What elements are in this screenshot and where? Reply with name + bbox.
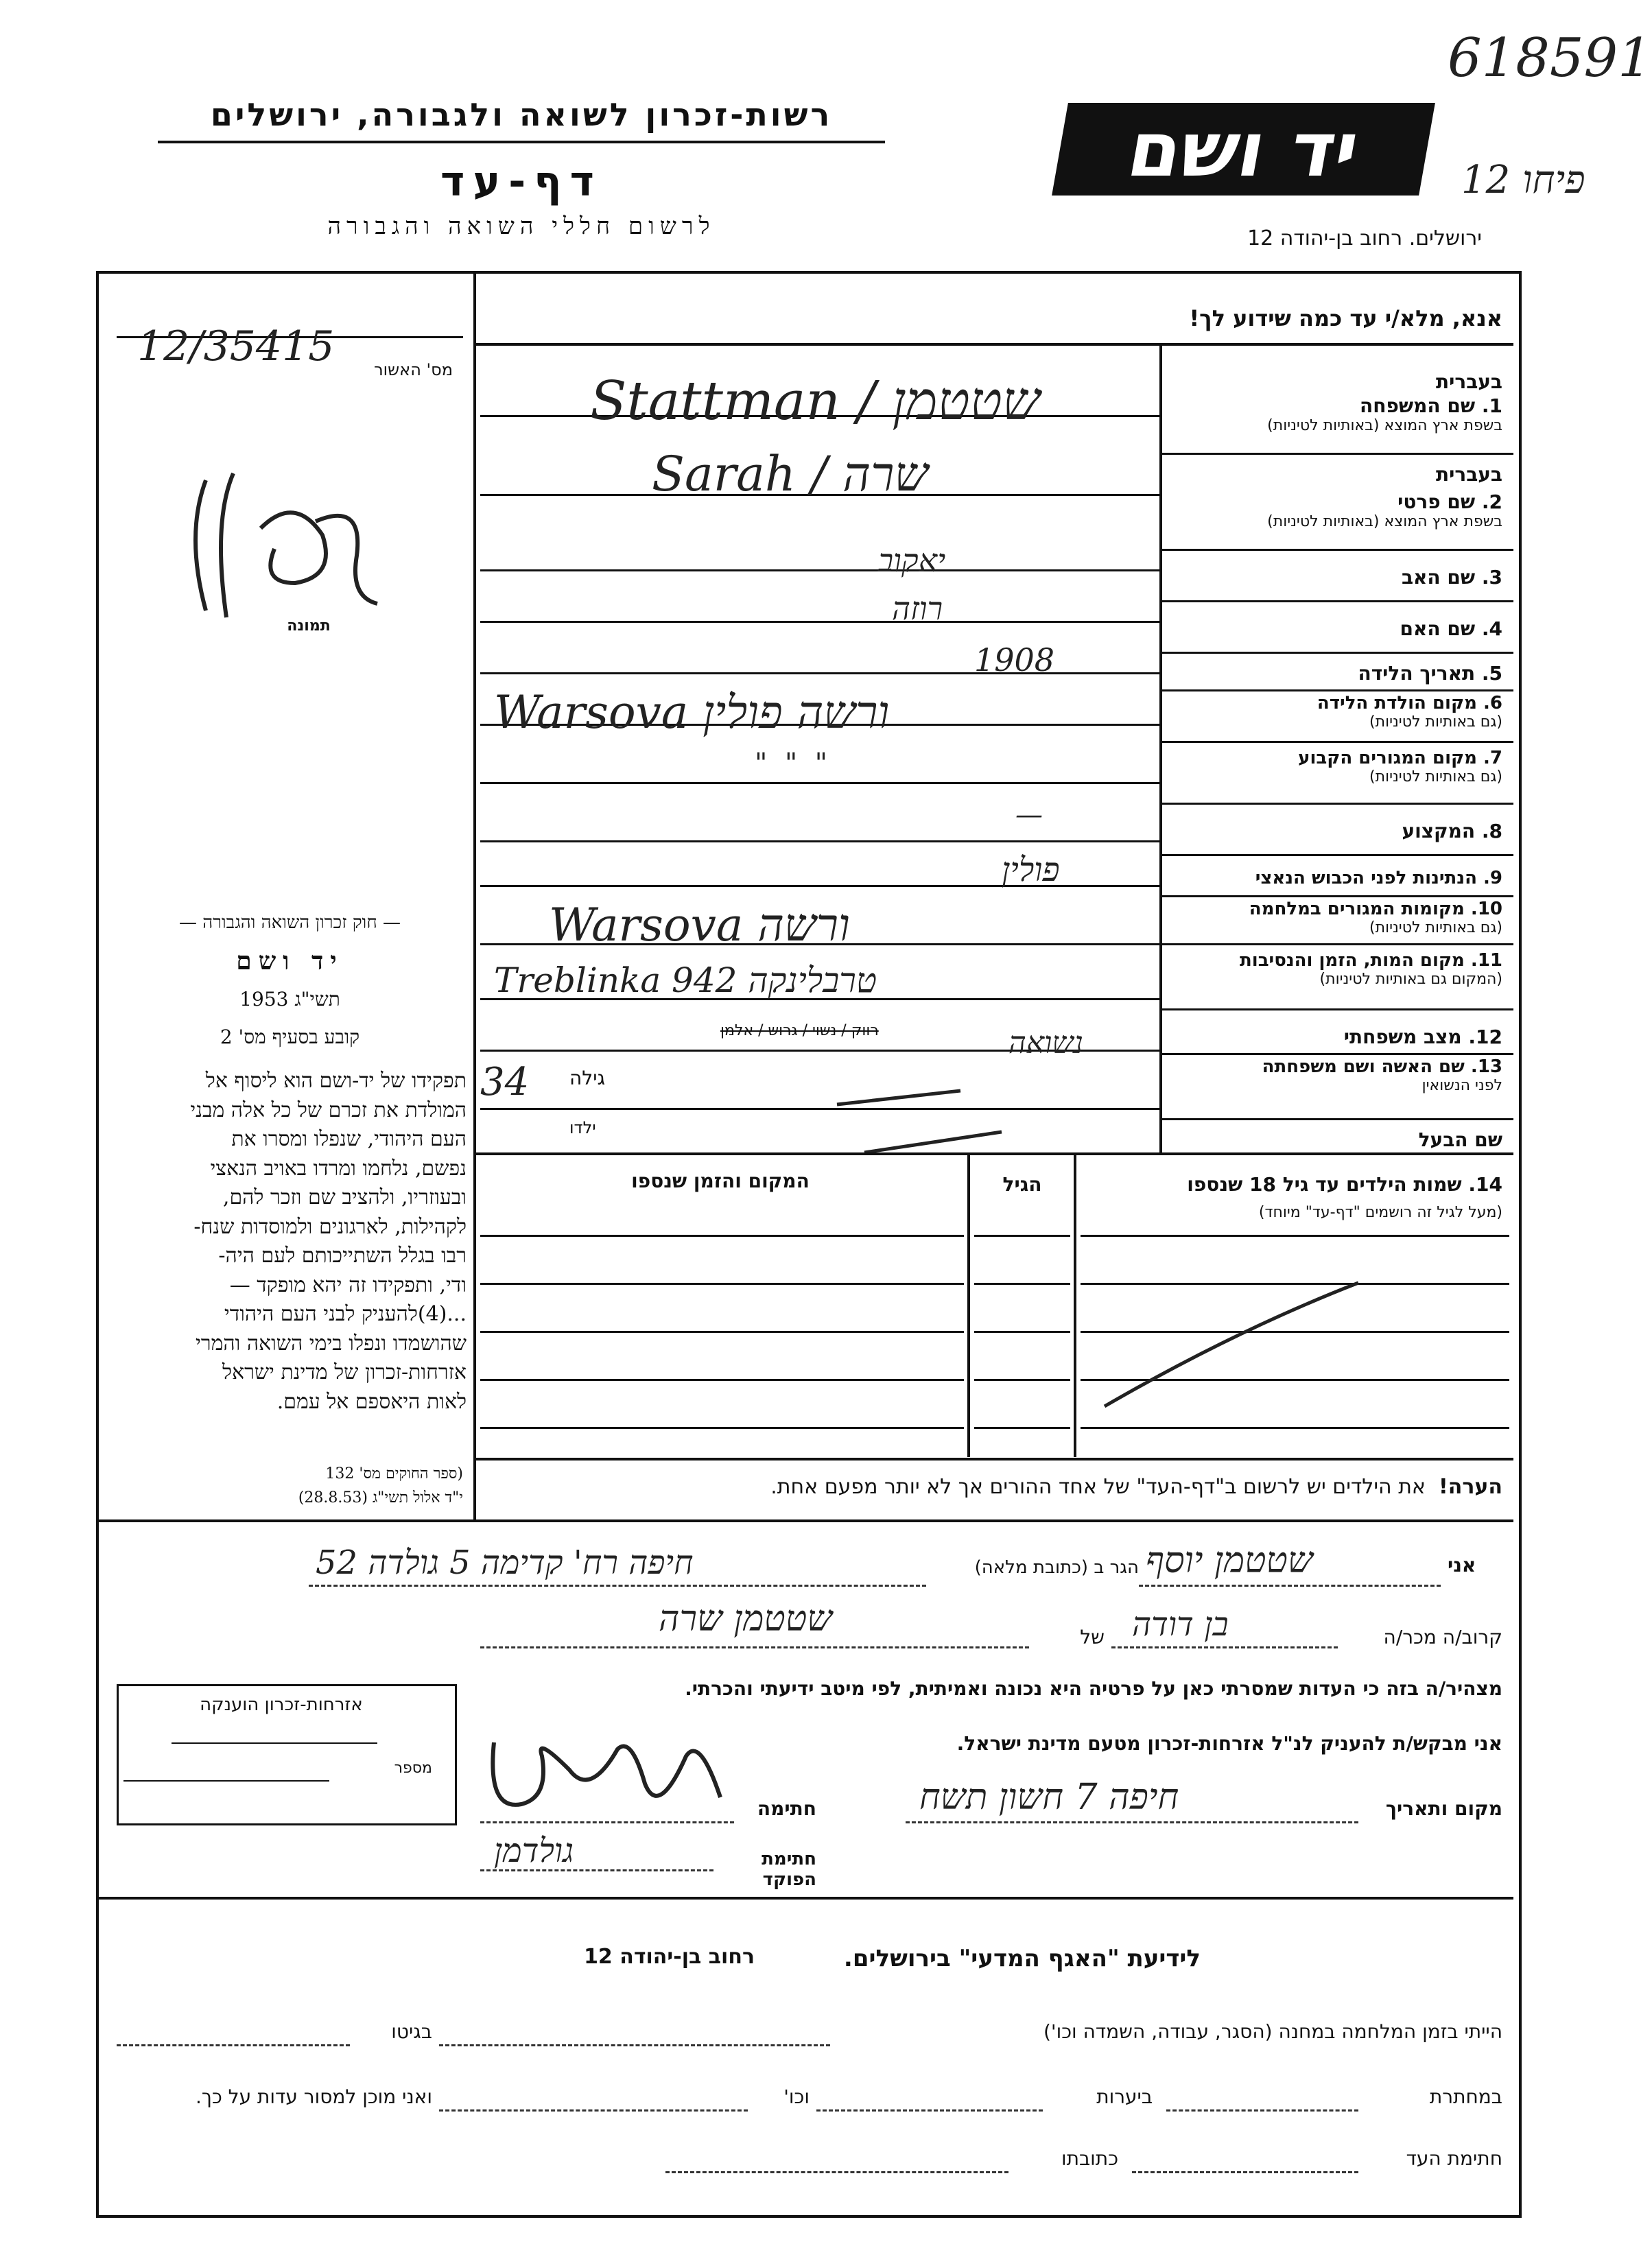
- officer-label: חתימת הפוקד: [762, 1849, 816, 1890]
- place-date-label: מקום ותאריך: [1385, 1797, 1502, 1820]
- field-10-label: 10. מקומות המגורים במלחמה (גם באותיות לטיניות): [1249, 899, 1502, 936]
- declaration-i-label: אני: [1448, 1554, 1476, 1576]
- citizenship-box-number: מספר: [394, 1760, 432, 1777]
- law-year: תשי"ג 1953: [239, 988, 340, 1010]
- footer-underground-field[interactable]: [1166, 2109, 1358, 2112]
- corner-note: פיחו 12: [1461, 158, 1585, 202]
- photo-signature-mark: [158, 439, 391, 631]
- field-12-label: 12. מצב משפחתי: [1343, 1026, 1502, 1048]
- footer-line1a: הייתי בזמן המלחמה במחנה (הסגר, עבודה, השמדה וכו'): [1043, 2020, 1502, 2043]
- field-9-value: פולין: [1002, 851, 1060, 889]
- footer-forests-label: ביערות: [1096, 2085, 1153, 2108]
- field-3-label: 3. שם האב: [1401, 566, 1502, 589]
- footer-etc-field[interactable]: [439, 2109, 748, 2112]
- children-label: 14. שמות הילדים עד גיל 18 שנספו: [1187, 1173, 1502, 1196]
- field-8-value: —: [1015, 799, 1043, 831]
- law-ref-1: (ספר החוקים מס' 132: [325, 1465, 463, 1482]
- footer-address: רחוב בן-יהודה 12: [584, 1945, 755, 1969]
- footer-ghetto-field[interactable]: [117, 2044, 350, 2046]
- declaration-of-label: של: [1080, 1626, 1105, 1648]
- footer-title: לידיעת "האגף המדעי" בירושלים.: [843, 1945, 1201, 1972]
- field-1-label: 1. שם המשפחה בשפת ארץ המוצא (באותיות לטיניות): [1267, 394, 1502, 434]
- field-13-scribble: [823, 1077, 1029, 1159]
- signature-mark: [480, 1729, 734, 1832]
- footer-underground-label: במחתרת: [1429, 2085, 1502, 2108]
- field-2-value: Sarah / שרה: [652, 446, 929, 502]
- field-13-label: 13. שם האשה ושם משפחתה לפני הנשואין: [1262, 1056, 1502, 1094]
- in-hebrew-label-1: בעברית: [1435, 370, 1502, 393]
- field-2-label: 2. שם פרטי בשפת ארץ המוצא (באותיות לטיניות): [1267, 490, 1502, 530]
- declaration-request: אני מבקש/ת להעניק לנ"ל אזרחות-זכרון מטעם מדינת ישראל.: [956, 1732, 1502, 1755]
- field-13-value: [892, 1060, 893, 1061]
- declaration-of-value: שטטמן שרה: [659, 1598, 833, 1640]
- page-title: דף-עד: [440, 158, 602, 206]
- declaration-resides-value: חיפה רח' קדימה 5 גולדה 52: [316, 1544, 694, 1582]
- field-3-value: יאקוב: [878, 542, 946, 579]
- photo-area: [158, 439, 391, 631]
- form-prompt: אנא, מלא/י עד כמה שידוע לך!: [1189, 305, 1502, 331]
- footer-witness-signature-field[interactable]: [1132, 2171, 1358, 2173]
- footer-ready-text: ואני מוכן למסור עדות על כך.: [196, 2085, 432, 2108]
- field-5-value: 1908: [974, 641, 1055, 678]
- in-hebrew-label-2: בעברית: [1435, 463, 1502, 486]
- officer-value: גולדמן: [494, 1832, 574, 1870]
- place-date-value: חיפה 7 חשון תשח: [919, 1777, 1179, 1818]
- children-col-place: המקום והזמן שנספו: [631, 1170, 810, 1192]
- declaration-relative-value: בן דודה: [1132, 1605, 1229, 1644]
- born-label: ילדו: [569, 1118, 596, 1137]
- footer-witness-address-field[interactable]: [665, 2171, 1008, 2173]
- law-clause: קובע בסעיף מס' 2: [220, 1026, 360, 1048]
- field-4-value: רוזה: [892, 590, 943, 627]
- note: הערה! את הילדים יש לרשום ב"דף-העד" של אחד ההורים אך לא יותר מפעם אחת.: [770, 1475, 1502, 1499]
- age-value: 34: [480, 1060, 530, 1104]
- field-6-value: Warsova ורשה פולין: [494, 686, 890, 739]
- field-8-label: 8. המקצוע: [1402, 820, 1502, 842]
- field-12-value: נשואה: [1008, 1026, 1083, 1061]
- org-name: רשות-זכרון לשואה ולגבורה, ירושלים: [210, 96, 833, 133]
- approval-number: 12/35415: [137, 322, 335, 370]
- field-5-label: 5. תאריך הלידה: [1358, 662, 1502, 685]
- footer-witness-address-label: כתובתו: [1061, 2147, 1118, 2170]
- field-4-label: 4. שם האם: [1400, 617, 1502, 640]
- field-7-label: 7. מקום המגורים הקבוע (גם באותיות לטיניות): [1298, 748, 1502, 785]
- photo-label: תמונה: [287, 617, 331, 635]
- field-6-label: 6. מקום הולדת הלידה (גם באותיות לטיניות): [1317, 693, 1502, 731]
- law-text: תפקידו של יד-ושם הוא ליסוף אל המולדת את זכרם של כל אלה מבני העם היהודי, שנפלו ומסרו את נפשם, נלחמו ומרדו באויב הנאצי ובעוזריו, ולהציב שם וזכר להם, לקהילות, לארגונים ולמוסדות שנח- רבו בגלל השתייכותם לעם היה- ודי, ותפקידו זה יהא מופקד — ...(4)להעניק לבני העם היהודי שהושמדו ונפלו בימי השואה והמרי אזרחות-זכרון של מדינת ישראל לאות היאספם אל עמם.: [190, 1069, 467, 1414]
- children-cross-out: [1098, 1276, 1372, 1413]
- declaration-i-value: שטטמן יוסף: [1146, 1540, 1313, 1581]
- field-10-value: Warsova ורשה: [549, 899, 850, 951]
- law-title: — חוק זכרון השואה והגבורה —: [179, 912, 401, 933]
- field-1-value: Stattman / שטטמן: [590, 370, 1041, 432]
- declaration-relative-label: קרוב/ה מכר/ה: [1383, 1626, 1502, 1648]
- children-col-age: הגיל: [1002, 1173, 1042, 1196]
- page-subtitle: לרשום חללי השואה והגבורה: [327, 213, 716, 240]
- approval-label: מס' האשור: [374, 360, 453, 379]
- yad-vashem-logo: יד ושם: [1052, 103, 1435, 196]
- field-9-label: 9. הנתינות לפני הכבוש הנאצי: [1255, 868, 1502, 888]
- footer-witness-signature-label: חתימת העד: [1406, 2147, 1502, 2170]
- signature-label: חתימה: [757, 1797, 816, 1820]
- field-11-label: 11. מקום המות, הזמן והנסיבות (המקום גם באותיות לטיניות): [1240, 950, 1502, 988]
- field-11-value: Treblinka 942 טרבלינקה: [494, 960, 877, 1000]
- citizenship-box-title: אזרחות-זכרון הוענקה: [200, 1694, 363, 1715]
- age-label: גילה: [569, 1067, 606, 1089]
- footer-ghetto-label: בגיטו: [391, 2020, 432, 2043]
- husband-label: שם הבעל: [1418, 1128, 1502, 1151]
- law-ref-2: י"ד אלול תשי"ג (28.8.53): [298, 1489, 463, 1506]
- declaration-resides-label: הגר ב (כתובת מלאה): [974, 1557, 1139, 1578]
- declaration-statement: מצהיר/ה בזה כי העדות שמסרתי כאן על פרטיה היא נכונה ואמיתית, לפי מיטב ידיעתי והכרתי.: [685, 1677, 1502, 1700]
- children-sub: (מעל לגיל זה רושמים "דף-עד" מיוחד): [1258, 1204, 1502, 1221]
- field-7-value: " " ": [755, 748, 828, 779]
- footer-etc-label: וכו': [783, 2085, 810, 2108]
- footer-forests-field[interactable]: [816, 2109, 1043, 2112]
- law-name: יד ושם: [236, 947, 344, 975]
- header-address: ירושלים. רחוב בן-יהודה 12: [1247, 226, 1482, 250]
- footer-camp-field[interactable]: [439, 2044, 830, 2046]
- marital-options: רווק / נשוי / גרוש / אלמן: [720, 1022, 879, 1039]
- archive-number: 618591: [1448, 27, 1652, 89]
